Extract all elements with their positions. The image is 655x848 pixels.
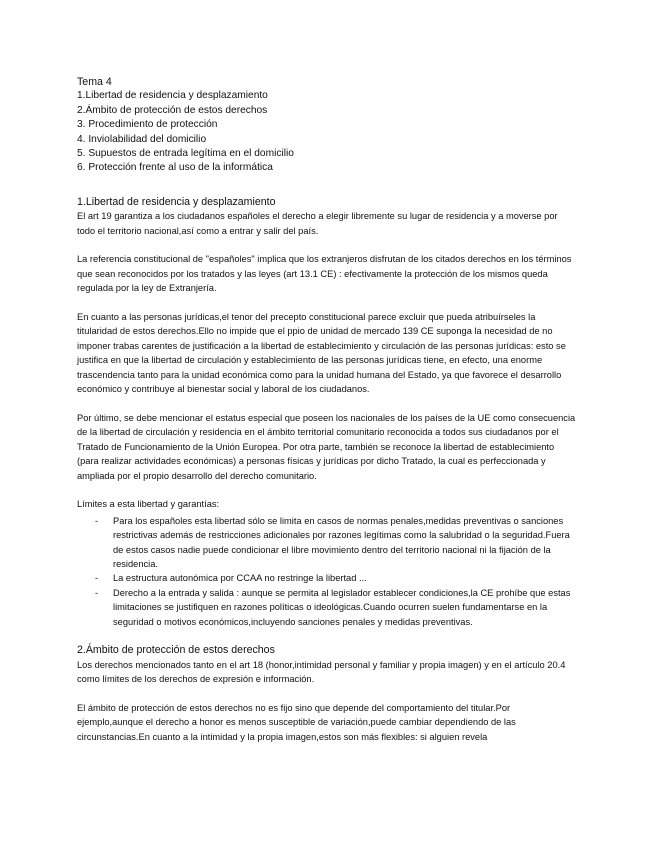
limits-list-item: [95, 514, 577, 572]
section-2-heading: 2.Ámbito de protección de estos derechos: [77, 644, 275, 657]
toc-item-3: 3. Procedimiento de protección: [77, 119, 218, 131]
limits-intro: Límites a esta libertad y garantías:: [77, 499, 220, 510]
document-title: Tema 4: [77, 76, 112, 88]
section-1-paragraph-1: El art 19 garantiza a los ciudadanos españoles el derecho a elegir libremente su lugar de residencia y a moverse por todo el territorio nacional,así como a entrar y salir del país.: [77, 211, 558, 236]
toc-item-1: 1.Libertad de residencia y desplazamiento: [77, 90, 268, 102]
section-1: [77, 195, 577, 629]
toc-item-4: 4. Inviolabilidad del domicilio: [77, 133, 207, 145]
limits-item-text: Derecho a la entrada y salida : aunque se permita al legislador establecer condiciones,la CE prohíbe que estas limitaciones se justifiquen en razones políticas o ideológicas.Cuando ocurren suelen fundamentarse en la seguridad o motivos económicos,incluyendo sanciones penales y medidas preventivas.: [113, 587, 571, 627]
table-of-contents: [77, 89, 577, 175]
bullet-dash: -: [95, 573, 99, 584]
section-1-paragraph-3: En cuanto a las personas jurídicas,el tenor del precepto constitucional parece excluir que pueda atribuírseles la titularidad de estos derechos.Ello no impide que el ppio de unidad de mercado 139 CE suponga la necesidad de no imponer trabas carentes de justificación a la libertad de establecimiento y circulación de las personas jurídicas: esto se justifica en que la libertad de circulación y establecimiento de las personas jurídicas tiene, en efecto, una enorme trascendencia tanto para la unidad económica como para la unidad humana del Estado, ya que favorece el desarrollo económico y contribuye al bienestar social y laboral de los ciudadanos.: [77, 312, 566, 395]
toc-item-5: 5. Supuestos de entrada legítima en el domicilio: [77, 148, 294, 160]
section-1-heading: 1.Libertad de residencia y desplazamiento: [77, 195, 276, 208]
limits-list-item: [95, 586, 577, 629]
bullet-dash: -: [95, 515, 99, 526]
limits-list-item: [95, 571, 577, 585]
bullet-dash: -: [95, 587, 99, 598]
section-2: [77, 643, 577, 744]
limits-list: [77, 514, 577, 629]
limits-item-text: Para los españoles esta libertad sólo se limita en casos de normas penales,medidas preventivas o sanciones restrictivas además de restricciones adicionales por razones legítimas como la salubridad o la seguridad.Fuera de estos casos nadie puede condicionar el libre movimiento dentro del territorio nacional ni la fijación de la residencia.: [113, 515, 570, 569]
toc-item-6: 6. Protección frente al uso de la informática: [77, 162, 273, 174]
section-1-paragraph-4: Por último, se debe mencionar el estatus especial que poseen los nacionales de los países de la UE como consecuencia de la libertad de circulación y residencia en el ámbito territorial comunitario reconocida a todos sus ciudadanos por el Tratado de Funcionamiento de la Unión Europea. Por otra parte, también se reconoce la libertad de establecimiento (para realizar actividades económicas) a personas físicas y jurídicas por dicho Tratado, la cual es perfeccionada y ampliada por el propio desarrollo del derecho comunitario.: [77, 412, 576, 481]
document-body: [77, 75, 577, 759]
section-2-paragraph-2: El ámbito de protección de estos derechos no es fijo sino que depende del comportamiento del titular.Por ejemplo,aunque el derecho a honor es menos susceptible de variación,puede cambiar dependiendo de las circunstancias.En cuanto a la intimidad y la propia imagen,estos son más flexibles: si alguien revela: [77, 702, 516, 742]
limits-item-text: La estructura autonómica por CCAA no restringe la libertad ...: [113, 573, 367, 584]
section-2-paragraph-1: Los derechos mencionados tanto en el art 18 (honor,intimidad personal y familiar y propia imagen) y en el artículo 20.4 como límites de los derechos de expresión e información.: [77, 659, 566, 685]
toc-item-2: 2.Ámbito de protección de estos derechos: [77, 104, 268, 116]
section-1-paragraph-2: La referencia constitucional de "españoles" implica que los extranjeros disfrutan de los citados derechos en los términos que sean reconocidos por los tratados y las leyes (art 13.1 CE) : efectivamente la protección de los mismos queda regulada por la ley de Extranjería.: [77, 254, 572, 294]
